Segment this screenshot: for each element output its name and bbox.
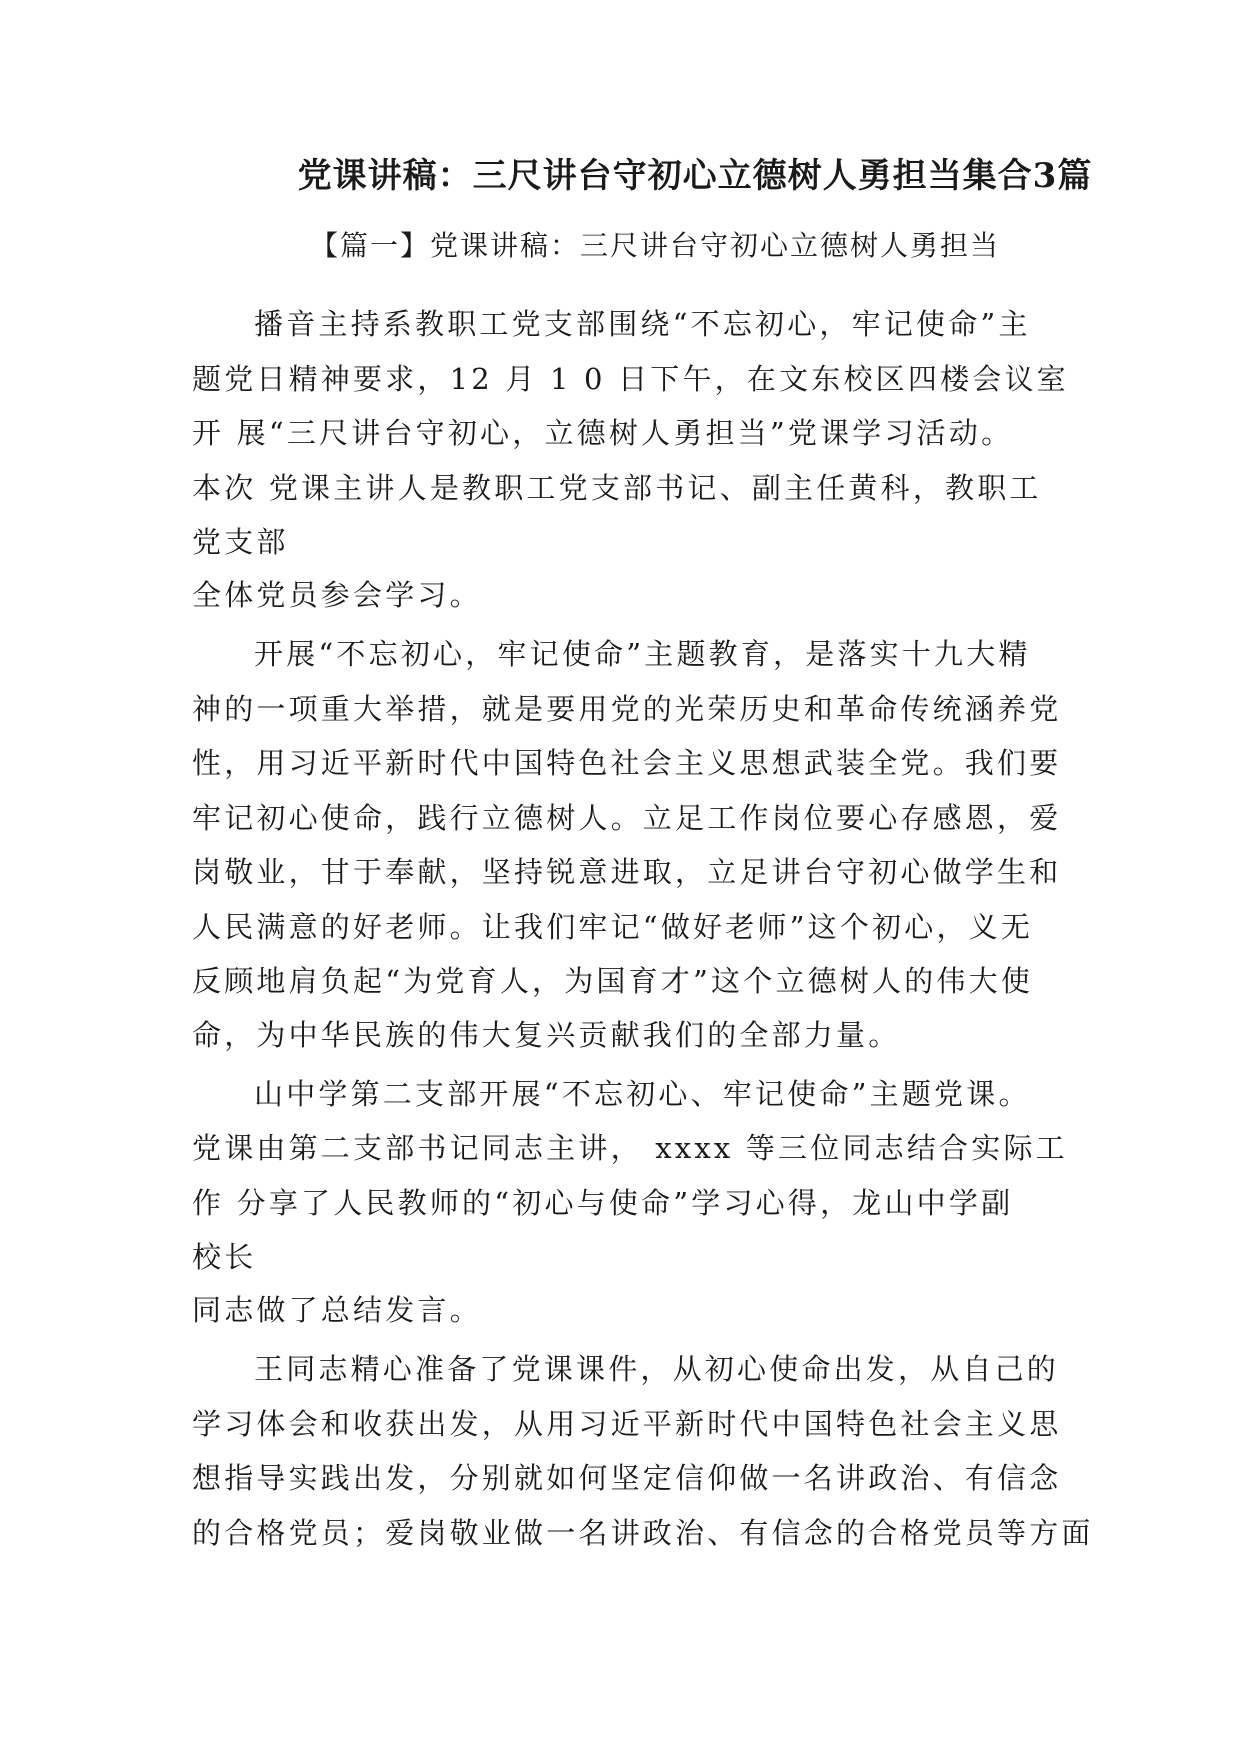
body-line: 本次 党课主讲人是教职工党支部书记、副主任黄科，教职工 [192,471,1042,505]
body-line: 反顾地肩负起“为党育人，为国育才”这个立德树人的伟大使 [192,964,1034,998]
body-line: 全体党员参会学习。 [192,578,482,612]
body-line: 作 分享了人民教师的“初心与使命”学习心得，龙山中学副 [192,1186,1014,1220]
body-line: 山中学第二支部开展“不忘初心、牢记使命”主题党课。 [254,1077,1031,1111]
body-line: 想指导实践出发，分别就如何坚定信仰做一名讲政治、有信念 [192,1461,1062,1495]
body-line: 王同志精心准备了党课课件，从初心使命出发，从自己的 [254,1352,1060,1386]
body-line: 命，为中华民族的伟大复兴贡献我们的全部力量。 [192,1018,901,1052]
body-line: 人民满意的好老师。让我们牢记“做好老师”这个初心，义无 [192,910,1034,944]
body-line: 播音主持系教职工党支部围绕“不忘初心，牢记使命”主 [254,307,1031,341]
body-line: 学习体会和收获出发，从用习近平新时代中国特色社会主义思 [192,1407,1062,1441]
body-line: 党支部 [192,525,289,559]
body-line: 牢记初心使命，践行立德树人。立足工作岗位要心存感恩，爱 [192,801,1062,835]
body-line: 开 展“三尺讲台守初心，立德树人勇担当”党课学习活动。 [192,416,1014,450]
body-line: 同志做了总结发言。 [192,1293,482,1327]
body-line: 开展“不忘初心，牢记使命”主题教育，是落实十九大精 [254,637,1031,671]
body-line: 题党日精神要求，12 月 1 0 日下午，在文东校区四楼会议室 [192,362,1069,396]
document-title: 党课讲稿：三尺讲台守初心立德树人勇担当集合3篇 [297,156,1093,196]
body-line: 神的一项重大举措，就是要用党的光荣历史和革命传统涵养党 [192,692,1062,726]
body-line: 校长 [192,1240,257,1274]
body-line: 岗敬业，甘于奉献，坚持锐意进取，立足讲台守初心做学生和 [192,855,1062,889]
body-line: 党课由第二支部书记同志主讲， xxxx 等三位同志结合实际工 [192,1131,1068,1165]
body-line: 的合格党员；爱岗敬业做一名讲政治、有信念的合格党员等方面 [192,1516,1094,1550]
section-heading: 【篇一】党课讲稿：三尺讲台守初心立德树人勇担当 [309,229,1000,262]
body-line: 性，用习近平新时代中国特色社会主义思想武装全党。我们要 [192,746,1062,780]
